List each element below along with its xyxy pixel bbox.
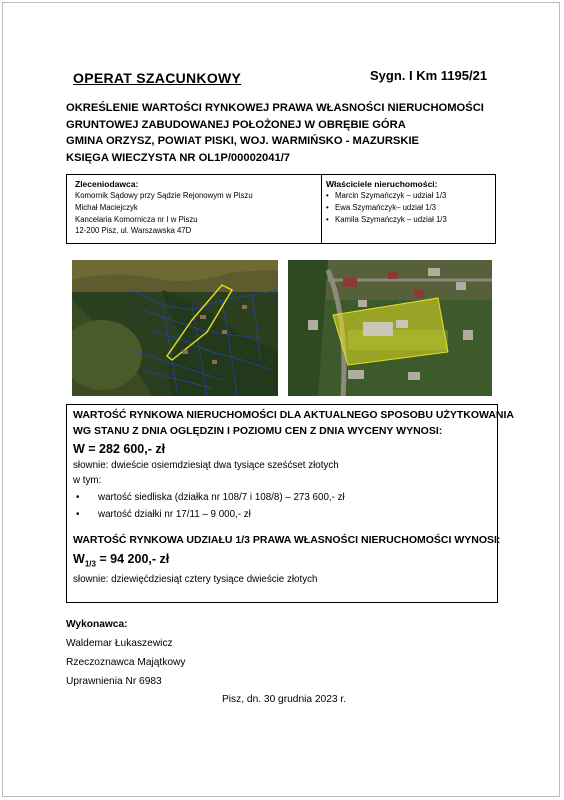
client-label: Zleceniodawca: xyxy=(75,179,139,189)
heading-line: KSIĘGA WIECZYSTA NR OL1P/00002041/7 xyxy=(66,151,291,164)
breakdown-item: • wartość działki nr 17/11 – 9 000,- zł xyxy=(73,506,497,523)
contractor-block xyxy=(66,615,185,691)
place-date: Pisz, dn. 30 grudnia 2023 r. xyxy=(222,694,347,705)
owner-item: • Kamila Szymańczyk – udział 1/3 xyxy=(326,214,495,226)
share-amount-subscript: 1/3 xyxy=(84,559,96,568)
document-heading xyxy=(66,100,506,166)
owners-label: Właściciele nieruchomości: xyxy=(326,179,438,189)
owner-item: • Marcin Szymańczyk – udział 1/3 xyxy=(326,190,495,202)
share-amount-value: = 94 200,- zł xyxy=(95,551,170,566)
breakdown-item: • wartość siedliska (działka nr 108/7 i 108/8) – 273 600,- zł xyxy=(73,489,497,506)
client-line: Michał Maciejczyk xyxy=(75,202,138,212)
valuation-amount: W = 282 600,- zł xyxy=(73,442,166,456)
share-in-words: słownie: dziewięćdziesiąt cztery tysiące dwieście złotych xyxy=(73,574,318,585)
including-label: w tym: xyxy=(73,475,102,486)
heading-line: GMINA ORZYSZ, POWIAT PISKI, WOJ. WARMIŃSKO - MAZURSKIE xyxy=(66,135,420,147)
valuation-in-words: słownie: dwieście osiemdziesiąt dwa tysiące sześćset złotych xyxy=(73,460,339,471)
case-number: Sygn. I Km 1195/21 xyxy=(370,68,488,83)
owners-cell xyxy=(322,175,495,243)
parties-table xyxy=(66,174,496,244)
share-amount-symbol: W xyxy=(73,551,85,566)
document-title: OPERAT SZACUNKOWY xyxy=(73,70,242,86)
contractor-role: Rzeczoznawca Majątkowy xyxy=(66,657,186,668)
valuation-heading: WARTOŚĆ RYNKOWA NIERUCHOMOŚCI DLA AKTUALNEGO SPOSOBU UŻYTKOWANIA xyxy=(73,409,514,421)
heading-line: OKREŚLENIE WARTOŚCI RYNKOWEJ PRAWA WŁASNOŚCI NIERUCHOMOŚCI xyxy=(66,102,484,114)
share-amount xyxy=(73,551,497,573)
heading-line: GRUNTOWEJ ZABUDOWANEJ POŁOŻONEJ W OBRĘBIE GÓRA xyxy=(66,118,406,131)
valuation-breakdown xyxy=(73,489,497,523)
share-heading: WARTOŚĆ RYNKOWA UDZIAŁU 1/3 PRAWA WŁASNOŚCI NIERUCHOMOŚCI WYNOSI: xyxy=(73,534,501,546)
client-cell xyxy=(67,175,322,243)
valuation-box xyxy=(66,404,514,603)
contractor-license: Uprawnienia Nr 6983 xyxy=(66,676,162,687)
aerial-map-parcel xyxy=(288,260,492,396)
aerial-map-overview xyxy=(72,260,278,396)
contractor-label: Wykonawca: xyxy=(66,619,128,630)
client-line: 12-200 Pisz, ul. Warszawska 47D xyxy=(75,226,192,236)
contractor-name: Waldemar Łukaszewicz xyxy=(66,638,173,649)
valuation-heading: WG STANU Z DNIA OGLĘDZIN I POZIOMU CEN Z DNIA WYCENY WYNOSI: xyxy=(73,424,443,437)
client-line: Komornik Sądowy przy Sądzie Rejonowym w Piszu xyxy=(75,191,253,200)
owners-list xyxy=(326,190,495,226)
owner-item: • Ewa Szymańczyk– udział 1/3 xyxy=(326,202,495,214)
client-line: Kancelaria Komornicza nr I w Piszu xyxy=(75,214,198,224)
